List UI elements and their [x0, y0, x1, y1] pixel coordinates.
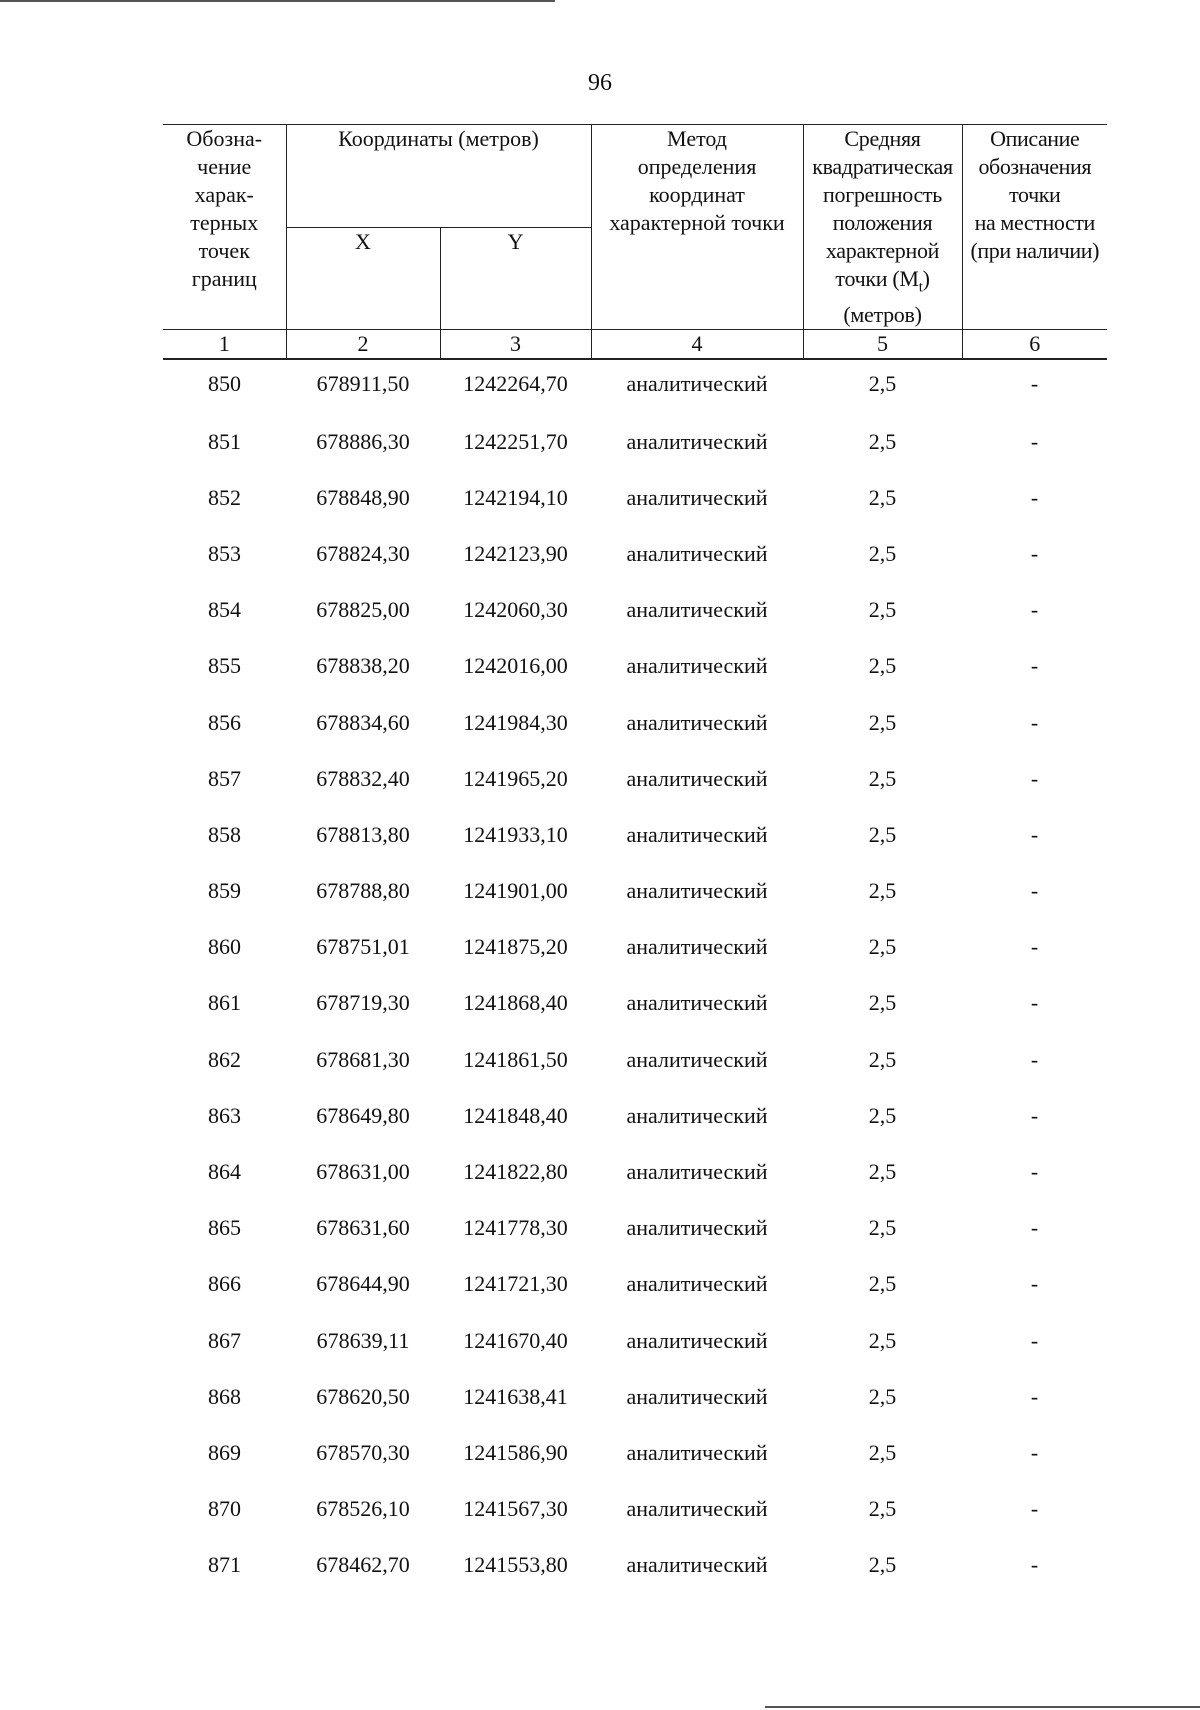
- cell-method: аналитический: [626, 709, 768, 735]
- table-row: [163, 1090, 1107, 1146]
- cell-description: -: [1030, 1552, 1039, 1578]
- table-row: [163, 753, 1107, 809]
- cell-x-coordinate: 678788,80: [316, 878, 410, 904]
- cell-mean-error: 2,5: [868, 1159, 897, 1185]
- cell-point-number: 856: [208, 709, 241, 735]
- table-row: [163, 1034, 1107, 1090]
- cell-y-coordinate: 1241553,80: [463, 1552, 568, 1578]
- table-row: [163, 416, 1107, 472]
- cell-x-coordinate: 678639,11: [316, 1327, 410, 1353]
- cell-method: аналитический: [626, 1327, 768, 1353]
- cell-method: аналитический: [626, 1046, 768, 1072]
- cell-method: аналитический: [626, 371, 768, 397]
- boundary-points-table: [163, 124, 1107, 1596]
- cell-point-number: 871: [208, 1552, 241, 1578]
- cell-description: -: [1030, 821, 1039, 847]
- cell-point-number: 866: [208, 1271, 241, 1297]
- cell-description: -: [1030, 878, 1039, 904]
- cell-y-coordinate: 1241822,80: [463, 1159, 568, 1185]
- cell-description: -: [1030, 1383, 1039, 1409]
- cell-method: аналитический: [626, 428, 768, 454]
- cell-description: -: [1030, 371, 1039, 397]
- cell-description: -: [1030, 1215, 1039, 1241]
- cell-x-coordinate: 678824,30: [316, 540, 410, 566]
- cell-y-coordinate: 1242016,00: [463, 653, 568, 679]
- header-x: X: [286, 227, 440, 330]
- cell-point-number: 863: [208, 1102, 241, 1128]
- cell-y-coordinate: 1241670,40: [463, 1327, 568, 1353]
- cell-point-number: 860: [208, 934, 241, 960]
- table-row: [163, 472, 1107, 528]
- cell-method: аналитический: [626, 1552, 768, 1578]
- table-row: [163, 584, 1107, 640]
- cell-method: аналитический: [626, 653, 768, 679]
- cell-mean-error: 2,5: [868, 428, 897, 454]
- cell-description: -: [1030, 1327, 1039, 1353]
- cell-y-coordinate: 1241933,10: [463, 821, 568, 847]
- cell-mean-error: 2,5: [868, 1552, 897, 1578]
- table-row: [163, 809, 1107, 865]
- cell-point-number: 867: [208, 1327, 241, 1353]
- table-row: [163, 697, 1107, 753]
- cell-description: -: [1030, 540, 1039, 566]
- cell-method: аналитический: [626, 1439, 768, 1465]
- cell-mean-error: 2,5: [868, 1496, 897, 1522]
- cell-point-number: 854: [208, 597, 241, 623]
- cell-mean-error: 2,5: [868, 540, 897, 566]
- table-row: [163, 1539, 1107, 1595]
- scan-edge-bottom: [765, 1706, 1200, 1708]
- cell-point-number: 853: [208, 540, 241, 566]
- cell-method: аналитический: [626, 1159, 768, 1185]
- cell-description: -: [1030, 428, 1039, 454]
- cell-x-coordinate: 678719,30: [316, 990, 410, 1016]
- cell-mean-error: 2,5: [868, 653, 897, 679]
- cell-x-coordinate: 678911,50: [316, 371, 410, 397]
- cell-y-coordinate: 1241965,20: [463, 765, 568, 791]
- cell-mean-error: 2,5: [868, 765, 897, 791]
- cell-y-coordinate: 1241638,41: [463, 1383, 568, 1409]
- cell-description: -: [1030, 765, 1039, 791]
- cell-point-number: 868: [208, 1383, 241, 1409]
- cell-mean-error: 2,5: [868, 990, 897, 1016]
- cell-method: аналитический: [626, 990, 768, 1016]
- cell-mean-error: 2,5: [868, 1327, 897, 1353]
- cell-y-coordinate: 1241586,90: [463, 1439, 568, 1465]
- cell-method: аналитический: [626, 934, 768, 960]
- cell-mean-error: 2,5: [868, 1102, 897, 1128]
- cell-y-coordinate: 1242123,90: [463, 540, 568, 566]
- cell-method: аналитический: [626, 765, 768, 791]
- column-number-5: 5: [803, 330, 962, 360]
- cell-description: -: [1030, 1046, 1039, 1072]
- cell-point-number: 850: [208, 371, 241, 397]
- cell-description: -: [1030, 990, 1039, 1016]
- cell-y-coordinate: 1241861,50: [463, 1046, 568, 1072]
- table-body: [163, 359, 1107, 1595]
- cell-point-number: 858: [208, 821, 241, 847]
- cell-x-coordinate: 678813,80: [316, 821, 410, 847]
- cell-x-coordinate: 678751,01: [316, 934, 410, 960]
- column-number-6: 6: [962, 330, 1107, 360]
- table-row: [163, 1315, 1107, 1371]
- cell-description: -: [1030, 934, 1039, 960]
- header-error-tail: ) (метров): [843, 266, 930, 328]
- header-y: Y: [440, 227, 591, 330]
- cell-x-coordinate: 678526,10: [316, 1496, 410, 1522]
- cell-x-coordinate: 678681,30: [316, 1046, 410, 1072]
- cell-description: -: [1030, 709, 1039, 735]
- scan-edge-top: [0, 0, 555, 2]
- cell-mean-error: 2,5: [868, 709, 897, 735]
- cell-method: аналитический: [626, 878, 768, 904]
- cell-method: аналитический: [626, 1496, 768, 1522]
- cell-description: -: [1030, 1496, 1039, 1522]
- cell-mean-error: 2,5: [868, 1046, 897, 1072]
- column-number-3: 3: [440, 330, 591, 360]
- table-row: [163, 921, 1107, 977]
- column-number-1: 1: [163, 330, 286, 360]
- cell-method: аналитический: [626, 540, 768, 566]
- cell-mean-error: 2,5: [868, 484, 897, 510]
- cell-y-coordinate: 1241848,40: [463, 1102, 568, 1128]
- cell-point-number: 870: [208, 1496, 241, 1522]
- cell-point-number: 861: [208, 990, 241, 1016]
- cell-point-number: 857: [208, 765, 241, 791]
- cell-method: аналитический: [626, 1383, 768, 1409]
- cell-x-coordinate: 678832,40: [316, 765, 410, 791]
- cell-x-coordinate: 678644,90: [316, 1271, 410, 1297]
- page-number: 96: [588, 70, 612, 96]
- cell-y-coordinate: 1241984,30: [463, 709, 568, 735]
- header-error-subscript: t: [918, 279, 923, 296]
- header-point-designation: Обозна- чение харак- терных точек границ: [163, 125, 286, 330]
- column-number-4: 4: [591, 330, 803, 360]
- cell-method: аналитический: [626, 1215, 768, 1241]
- cell-mean-error: 2,5: [868, 934, 897, 960]
- cell-mean-error: 2,5: [868, 1271, 897, 1297]
- table-row: [163, 1202, 1107, 1258]
- cell-method: аналитический: [626, 1102, 768, 1128]
- table-row: [163, 1427, 1107, 1483]
- cell-y-coordinate: 1241875,20: [463, 934, 568, 960]
- cell-description: -: [1030, 1159, 1039, 1185]
- cell-mean-error: 2,5: [868, 1439, 897, 1465]
- cell-mean-error: 2,5: [868, 821, 897, 847]
- cell-x-coordinate: 678838,20: [316, 653, 410, 679]
- cell-y-coordinate: 1242251,70: [463, 428, 568, 454]
- table-row: [163, 1371, 1107, 1427]
- column-number-2: 2: [286, 330, 440, 360]
- header-error-main: Средняя квадратическая погрешность положения характерной точки (M: [812, 126, 953, 291]
- cell-point-number: 852: [208, 484, 241, 510]
- header-mean-square-error: [803, 125, 962, 330]
- cell-y-coordinate: 1241778,30: [463, 1215, 568, 1241]
- cell-y-coordinate: 1241868,40: [463, 990, 568, 1016]
- cell-x-coordinate: 678570,30: [316, 1439, 410, 1465]
- cell-x-coordinate: 678649,80: [316, 1102, 410, 1128]
- cell-x-coordinate: 678834,60: [316, 709, 410, 735]
- cell-description: -: [1030, 484, 1039, 510]
- cell-description: -: [1030, 1439, 1039, 1465]
- table-row: [163, 977, 1107, 1033]
- cell-y-coordinate: 1242264,70: [463, 371, 568, 397]
- cell-y-coordinate: 1241721,30: [463, 1271, 568, 1297]
- cell-x-coordinate: 678886,30: [316, 428, 410, 454]
- cell-y-coordinate: 1242060,30: [463, 597, 568, 623]
- cell-x-coordinate: 678825,00: [316, 597, 410, 623]
- cell-point-number: 862: [208, 1046, 241, 1072]
- cell-point-number: 851: [208, 428, 241, 454]
- cell-x-coordinate: 678631,60: [316, 1215, 410, 1241]
- cell-mean-error: 2,5: [868, 597, 897, 623]
- cell-method: аналитический: [626, 1271, 768, 1297]
- table-row: [163, 640, 1107, 696]
- cell-y-coordinate: 1241567,30: [463, 1496, 568, 1522]
- table-row: [163, 359, 1107, 415]
- cell-point-number: 865: [208, 1215, 241, 1241]
- table-row: [163, 528, 1107, 584]
- header-coordinates: Координаты (метров): [286, 125, 591, 228]
- header-description: Описание обозначения точки на местности (при наличии): [962, 125, 1107, 330]
- cell-x-coordinate: 678848,90: [316, 484, 410, 510]
- cell-description: -: [1030, 653, 1039, 679]
- cell-y-coordinate: 1241901,00: [463, 878, 568, 904]
- cell-method: аналитический: [626, 821, 768, 847]
- cell-x-coordinate: 678631,00: [316, 1159, 410, 1185]
- table-row: [163, 1483, 1107, 1539]
- cell-y-coordinate: 1242194,10: [463, 484, 568, 510]
- cell-point-number: 855: [208, 653, 241, 679]
- cell-mean-error: 2,5: [868, 878, 897, 904]
- cell-description: -: [1030, 1271, 1039, 1297]
- cell-point-number: 864: [208, 1159, 241, 1185]
- table-row: [163, 1146, 1107, 1202]
- cell-point-number: 859: [208, 878, 241, 904]
- cell-description: -: [1030, 1102, 1039, 1128]
- cell-x-coordinate: 678620,50: [316, 1383, 410, 1409]
- cell-mean-error: 2,5: [868, 371, 897, 397]
- table-row: [163, 1258, 1107, 1314]
- header-method: Метод определения координат характерной точки: [591, 125, 803, 330]
- cell-mean-error: 2,5: [868, 1383, 897, 1409]
- cell-method: аналитический: [626, 484, 768, 510]
- cell-point-number: 869: [208, 1439, 241, 1465]
- cell-method: аналитический: [626, 597, 768, 623]
- cell-description: -: [1030, 597, 1039, 623]
- cell-mean-error: 2,5: [868, 1215, 897, 1241]
- table-row: [163, 865, 1107, 921]
- cell-x-coordinate: 678462,70: [316, 1552, 410, 1578]
